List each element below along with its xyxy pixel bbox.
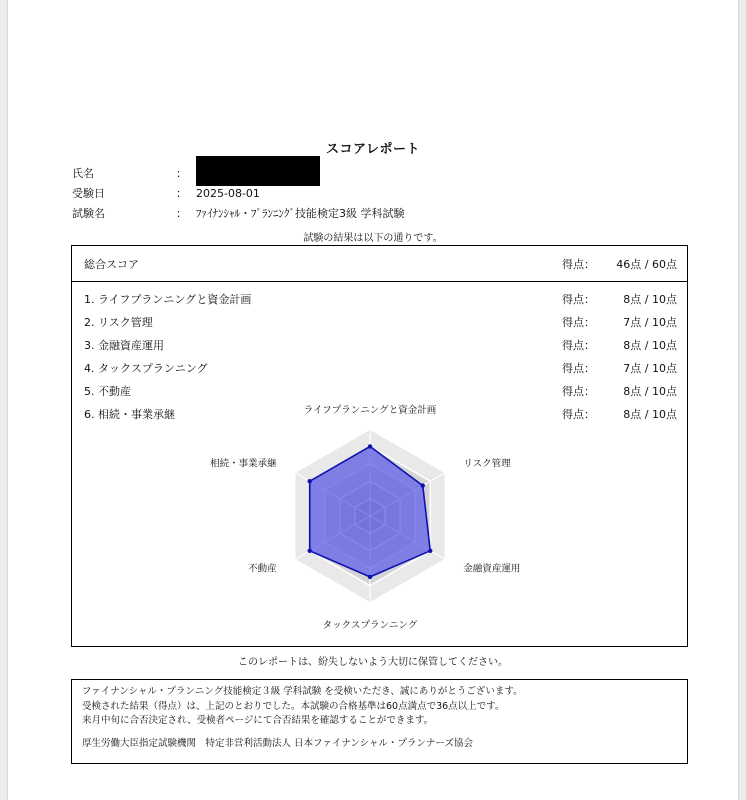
total-score-value: 46点 / 60点: [616, 258, 677, 271]
intro-text: 試験の結果は以下の通りです。: [303, 233, 443, 244]
category-score-label: 得点：: [562, 293, 595, 306]
radar-point: [368, 444, 372, 448]
date-colon: ：: [176, 187, 187, 200]
category-score: 8点 / 10点: [623, 293, 677, 306]
radar-axis-label: 相続・事業承継: [210, 458, 277, 470]
category-label: 4. タックスプランニング: [84, 362, 208, 375]
radar-point: [428, 549, 432, 553]
category-label: 3. 金融資産運用: [84, 339, 164, 352]
name-label: 氏名: [72, 167, 94, 180]
radar-point: [421, 483, 425, 487]
total-label: 総合スコア: [84, 258, 139, 271]
category-label: 1. ライフプランニングと資金計画: [84, 293, 252, 306]
name-colon: ：: [176, 167, 187, 180]
footer-box: [71, 679, 688, 764]
radar-axis-label: ライフプランニングと資金計画: [303, 404, 437, 416]
radar-point: [368, 575, 372, 579]
radar-axis-label: リスク管理: [463, 458, 511, 470]
category-score: 8点 / 10点: [623, 408, 677, 421]
category-score: 8点 / 10点: [623, 339, 677, 352]
category-score-label: 得点：: [562, 362, 595, 375]
date-label: 受験日: [72, 187, 105, 200]
category-label: 6. 相続・事業承継: [84, 408, 175, 421]
category-score: 7点 / 10点: [623, 316, 677, 329]
total-score-label: 得点：: [562, 258, 595, 271]
category-score-label: 得点：: [562, 385, 595, 398]
category-score-label: 得点：: [562, 339, 595, 352]
radar-axis-label: 不動産: [248, 563, 277, 575]
date-value: 2025-08-01: [196, 187, 260, 200]
category-score-label: 得点：: [562, 408, 595, 421]
category-score: 8点 / 10点: [623, 385, 677, 398]
radar-point: [308, 479, 312, 483]
footer-organization: 厚生労働大臣指定試験機関 特定非営利活動法人 日本ファイナンシャル・プランナーズ協会: [82, 737, 473, 749]
exam-label: 試験名: [72, 207, 105, 220]
radar-axis-label: タックスプランニング: [322, 620, 418, 632]
footer-line: 受検された結果（得点）は、上記のとおりでした。本試験の合格基準は60点満点で36点以上です。: [82, 700, 505, 712]
category-score-label: 得点：: [562, 316, 595, 329]
report-title: スコアレポート: [326, 142, 420, 157]
category-label: 2. リスク管理: [84, 316, 153, 329]
redacted-name: [196, 156, 320, 186]
score-box: [71, 245, 688, 647]
exam-colon: ：: [176, 207, 187, 220]
category-label: 5. 不動産: [84, 385, 131, 398]
storage-note: このレポートは、紛失しないよう大切に保管してください。: [238, 657, 508, 668]
footer-line: 来月中旬に合否決定され、受検者ページにて合否結果を確認することができます。: [82, 715, 434, 726]
radar-chart: [72, 246, 689, 648]
category-score: 7点 / 10点: [623, 362, 677, 375]
radar-axis-label: 金融資産運用: [463, 563, 521, 575]
radar-point: [308, 549, 312, 553]
exam-value: ﾌｧｲﾅﾝｼｬﾙ・ﾌﾟﾗﾝﾆﾝｸﾞ技能検定3級 学科試験: [196, 207, 405, 220]
footer-line: ファイナンシャル・プランニング技能検定３級 学科試験 を受検いただき、誠にありがとうございます。: [82, 686, 523, 697]
